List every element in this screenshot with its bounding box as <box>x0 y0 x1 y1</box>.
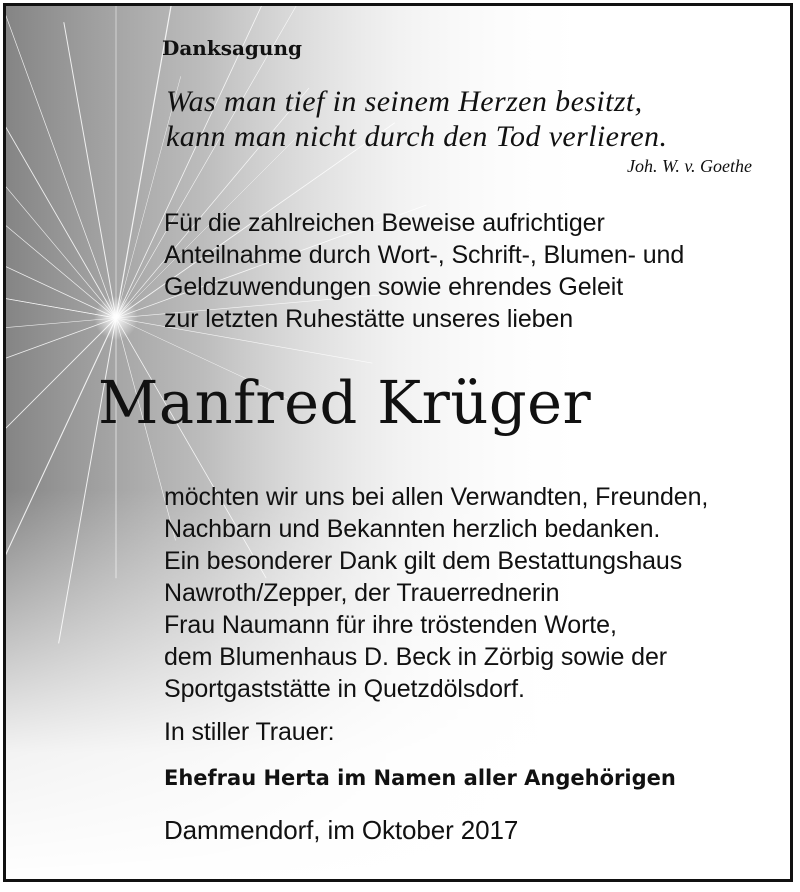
thanks-line: Frau Naumann für ihre tröstenden Worte, <box>164 611 617 639</box>
thanks-line: dem Blumenhaus D. Beck in Zörbig sowie der <box>164 643 667 671</box>
intro-line: Geldzuwendungen sowie ehrendes Geleit <box>164 273 624 301</box>
thanks-line: möchten wir uns bei allen Verwandten, Freunden, <box>164 483 709 511</box>
heading-danksagung: Danksagung <box>162 36 302 60</box>
intro-line: Anteilnahme durch Wort-, Schrift-, Blumen- und <box>164 241 685 269</box>
thanks-paragraph <box>164 481 708 705</box>
intro-paragraph <box>164 207 684 335</box>
quote-author: Joh. W. v. Goethe <box>627 156 752 176</box>
thanks-line: Nachbarn und Bekannten herzlich bedanken. <box>164 515 661 543</box>
signature: Ehefrau Herta im Namen aller Angehörigen <box>164 766 676 790</box>
thanks-line: Sportgaststätte in Quetzdölsdorf. <box>164 675 525 703</box>
goethe-quote <box>166 84 667 154</box>
quote-line: Was man tief in seinem Herzen besitzt, <box>166 85 643 118</box>
thanks-line: Ein besonderer Dank gilt dem Bestattungshaus <box>164 547 683 575</box>
intro-line: Für die zahlreichen Beweise aufrichtiger <box>164 209 605 237</box>
place-date: Dammendorf, im Oktober 2017 <box>164 815 519 845</box>
deceased-name: Manfred Krüger <box>98 368 592 437</box>
obituary-notice <box>3 3 793 882</box>
quote-line: kann man nicht durch den Tod verlieren. <box>166 120 668 153</box>
thanks-line: Nawroth/Zepper, der Trauerrednerin <box>164 579 560 607</box>
intro-line: zur letzten Ruhestätte unseres lieben <box>164 305 574 333</box>
mourning-label: In stiller Trauer: <box>164 718 335 746</box>
